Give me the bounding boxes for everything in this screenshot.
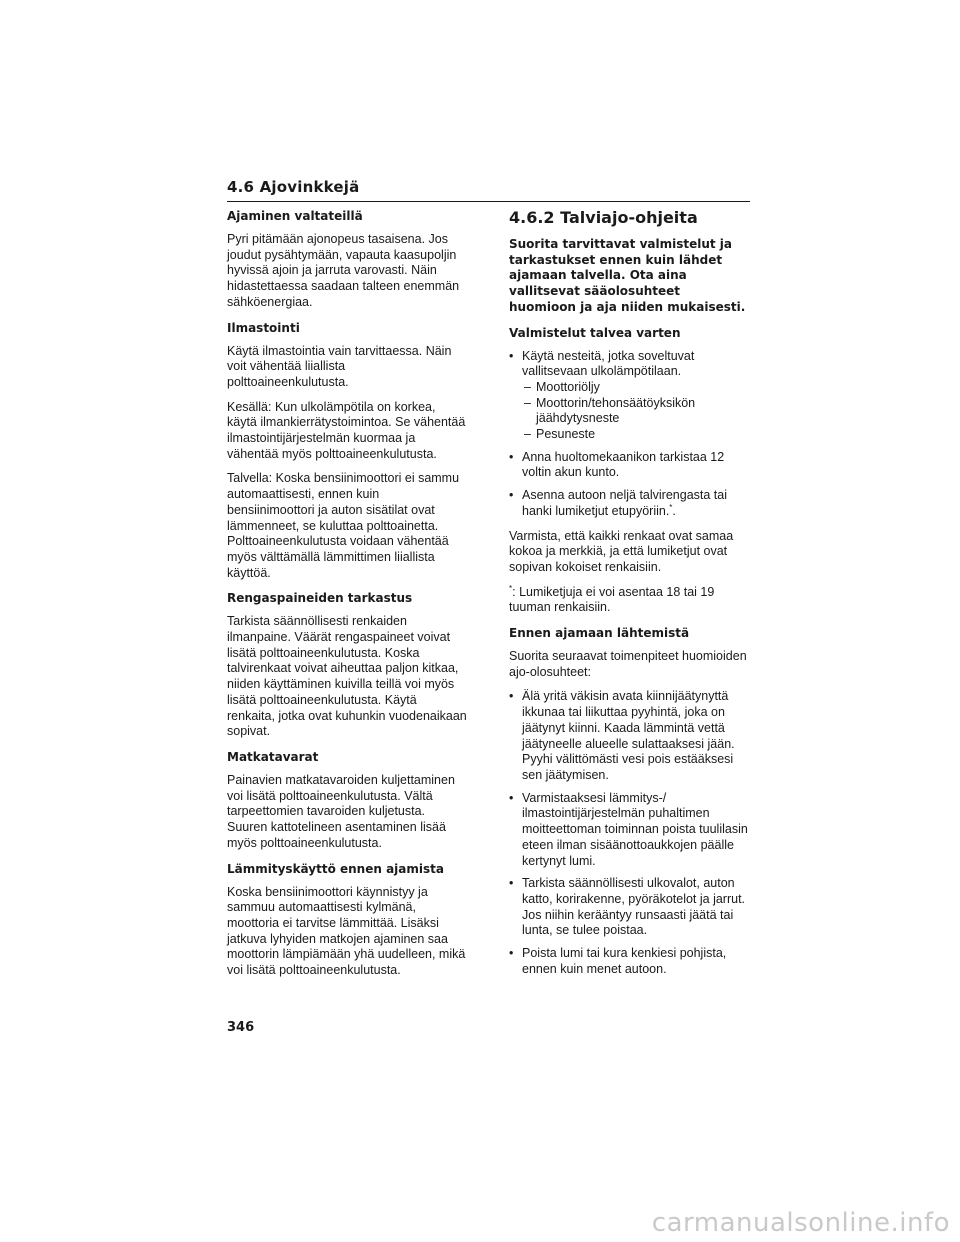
- list-item: • Poista lumi tai kura kenkiesi pohjista, ennen kuin menet autoon.: [509, 946, 749, 977]
- intro-text: Suorita tarvittavat valmistelut ja tarkastukset ennen kuin lähdet ajamaan talvella. Ota aina vallitsevat sääolosuhteet huomioon ja aja niiden mukaisesti.: [509, 237, 746, 314]
- heading-tire-pressure: Rengaspaineiden tarkastus: [227, 591, 413, 606]
- heading-air-conditioning: Ilmastointi: [227, 320, 300, 335]
- list-item-text: Asenna autoon neljä talvirengasta tai hanki lumiketjut etupyöriin.: [522, 488, 728, 518]
- sublist-item: – Moottorin/tehonsäätöyksikön jäähdytysneste: [524, 396, 749, 427]
- text-luggage: Painavien matkatavaroiden kuljettaminen voi lisätä polttoaineenkulutusta. Vältä tarpeettomien tavaroiden kuljetusta. Suuren kattotelineen asentaminen lisää myös polttoaineenkulutusta.: [227, 772, 455, 850]
- heading-before-driving: Ennen ajamaan lähtemistä: [509, 626, 690, 641]
- list-item: [509, 488, 749, 519]
- sublist-item: – Moottoriöljy: [524, 380, 749, 396]
- heading-winter-prep: Valmistelut talvea varten: [509, 325, 681, 340]
- list-item: • Varmistaaksesi lämmitys-/ ilmastointijärjestelmän puhaltimen moitteettoman toiminnan poista tuulilasin eteen ilman sisäänottoaukkojen päälle kertynyt lumi.: [509, 791, 749, 870]
- watermark: carmanualsonline.info: [651, 1208, 950, 1238]
- prep-list: [509, 349, 749, 520]
- heading-warm-up: Lämmityskäyttö ennen ajamista: [227, 861, 444, 876]
- text-summer: Kesällä: Kun ulkolämpötila on korkea, käytä ilmankierrätystoimintoa. Se vähentää ilmastointijärjestelmän kuormaa ja vähentää myös polttoaineenkulutusta.: [227, 399, 466, 461]
- list-item-text: Käytä nesteitä, jotka soveltuvat vallitsevaan ulkolämpötilaan.: [522, 348, 695, 379]
- before-list: [509, 689, 749, 977]
- text-tire-check: Varmista, että kaikki renkaat ovat samaa kokoa ja merkkiä, ja että lumiketjut ovat sopivan kokoiset renkaisiin.: [509, 528, 734, 574]
- text-highway: Pyri pitämään ajonopeus tasaisena. Jos joudut pysähtymään, vapauta kaasupoljin hyvissä ajoin ja jarruta varovasti. Näin hidastettaessa saadaan talteen enemmän sähköenergiaa.: [227, 232, 460, 309]
- list-item: [509, 349, 749, 443]
- right-column: [509, 208, 749, 986]
- header-divider: [227, 201, 750, 202]
- text-air-conditioning: Käytä ilmastointia vain tarvittaessa. Näin voit vähentää liiallista polttoaineenkulutusta.: [227, 343, 452, 389]
- chapter-title: 4.6 Ajovinkkejä: [227, 178, 360, 196]
- list-item: • Älä yritä väkisin avata kiinnijäätynyttä ikkunaa tai liikuttaa pyyhintä, joka on jäätynyt kiinni. Kaada lämmintä vettä jäätyneelle alueelle sulattaaksesi jään. Pyyhi välittömästi vesi pois estääksesi sen jäätymisen.: [509, 689, 749, 783]
- text-tire-pressure: Tarkista säännöllisesti renkaiden ilmanpaine. Väärät rengaspaineet voivat lisätä polttoaineenkulutusta. Koska talvirenkaat voivat aiheuttaa paljon kitkaa, niiden käyttäminen kuivilla teillä voi myös lisätä polttoaineenkulutusta. Käytä renkaita, jotka ovat kuhunkin vuodenaikaan sopivat.: [227, 614, 467, 739]
- text-warm-up: Koska bensiinimoottori käynnistyy ja sammuu automaattisesti kylmänä, moottoria ei tarvitse lämmittää. Lisäksi jatkuva lyhyiden matkojen ajaminen saa moottorin lämpiämään yhä uudelleen, mikä voi lisätä polttoaineenkulutusta.: [227, 884, 466, 978]
- footnote-text: : Lumiketjuja ei voi asentaa 18 tai 19 tuuman renkaisiin.: [509, 584, 715, 615]
- list-item: • Tarkista säännöllisesti ulkovalot, auton katto, korirakenne, pyöräkotelot ja jarrut. Jos niihin kerääntyy runsaasti jäätä tai lunta, se tulee poistaa.: [509, 876, 749, 939]
- footnote: [509, 585, 749, 616]
- section-title: 4.6.2 Talviajo-ohjeita: [509, 208, 698, 227]
- fluid-sublist: [522, 380, 749, 443]
- heading-luggage: Matkatavarat: [227, 749, 319, 764]
- text-winter: Talvella: Koska bensiinimoottori ei sammu automaattisesti, ennen kuin bensiinimoottori ja auton sisätilat ovat lämmenneet, se kuluttaa polttoainetta. Polttoaineenkulutusta voidaan vähentää myös välttämällä lämmittimen liiallista käyttöä.: [227, 471, 460, 580]
- text-before-driving: Suorita seuraavat toimenpiteet huomioiden ajo-olosuhteet:: [509, 649, 747, 679]
- footnote-marker: *: [509, 583, 513, 593]
- sublist-item: – Pesuneste: [524, 427, 749, 443]
- left-column: [227, 208, 467, 988]
- list-item-period: .: [672, 503, 676, 518]
- footnote-marker: *: [669, 502, 673, 512]
- page-header: [227, 178, 750, 202]
- list-item: • Anna huoltomekaanikon tarkistaa 12 voltin akun kunto.: [509, 450, 749, 481]
- page-number: 346: [227, 1020, 255, 1035]
- heading-highway: Ajaminen valtateillä: [227, 209, 363, 223]
